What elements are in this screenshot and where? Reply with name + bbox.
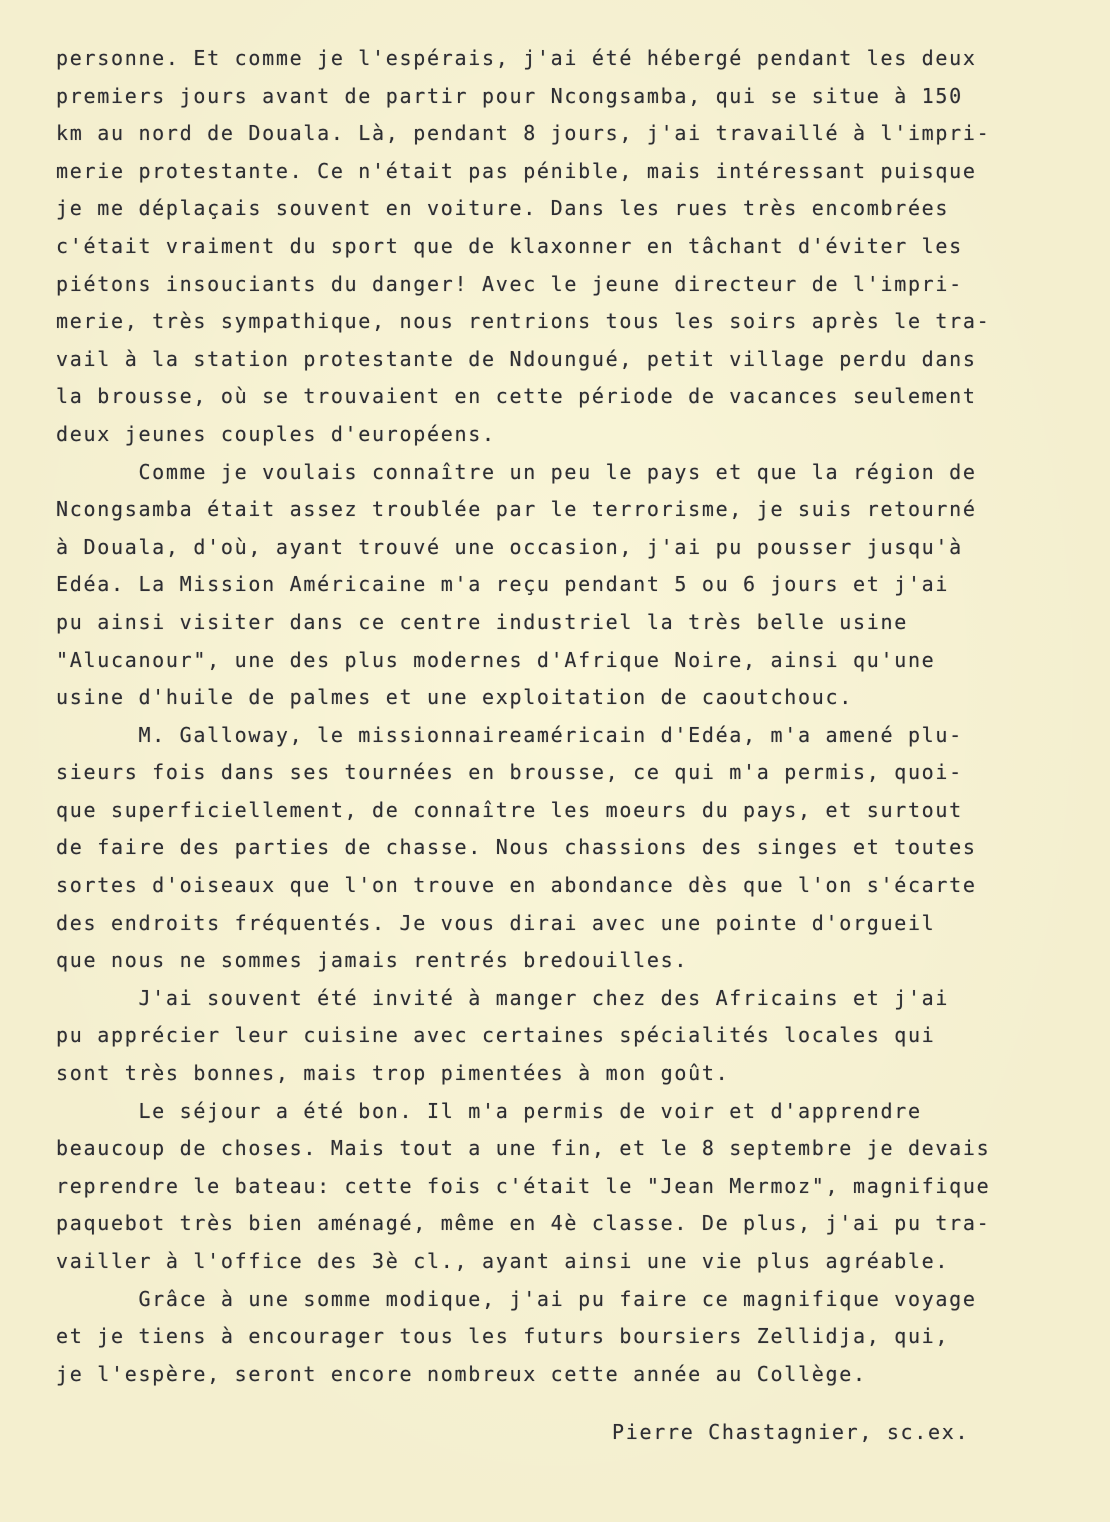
body-text — [56, 40, 1066, 1393]
text-line: la brousse, où se trouvaient en cette période de vacances seulement — [56, 384, 977, 409]
text-line: Le séjour a été bon. Il m'a permis de voir et d'apprendre — [56, 1098, 922, 1123]
text-line: km au nord de Douala. Là, pendant 8 jours, j'ai travaillé à l'impri- — [56, 121, 991, 146]
text-line: pu apprécier leur cuisine avec certaines spécialités locales qui — [56, 1023, 936, 1048]
text-line: je l'espère, seront encore nombreux cette année au Collège. — [56, 1361, 867, 1386]
text-line: c'était vraiment du sport que de klaxonner en tâchant d'éviter les — [56, 233, 963, 258]
text-line: premiers jours avant de partir pour Ncongsamba, qui se situe à 150 — [56, 83, 963, 108]
text-line: que superficiellement, de connaître les moeurs du pays, et surtout — [56, 797, 963, 822]
text-line: vailler à l'office des 3è cl., ayant ainsi une vie plus agréable. — [56, 1249, 950, 1273]
text-line: merie, très sympathique, nous rentrions tous les soirs après le tra- — [56, 309, 991, 334]
text-line: sortes d'oiseaux que l'on trouve en abondance dès que l'on s'écarte — [56, 873, 977, 898]
signature: Pierre Chastagnier, sc.ex. — [612, 1420, 970, 1444]
text-line: deux jeunes couples d'européens. — [56, 421, 496, 446]
text-line: des endroits fréquentés. Je vous dirai avec une pointe d'orgueil — [56, 910, 936, 935]
text-line: beaucoup de choses. Mais tout a une fin, et le 8 septembre je devais — [56, 1136, 991, 1161]
text-line: pu ainsi visiter dans ce centre industriel la très belle usine — [56, 609, 908, 634]
text-line: piétons insouciants du danger! Avec le jeune directeur de l'impri- — [56, 271, 963, 296]
text-line: Edéa. La Mission Américaine m'a reçu pendant 5 ou 6 jours et j'ai — [56, 572, 950, 597]
text-line: de faire des parties de chasse. Nous chassions des singes et toutes — [56, 835, 977, 860]
text-line: M. Galloway, le missionnaireaméricain d'Edéa, m'a amené plu- — [56, 722, 963, 747]
text-line: que nous ne sommes jamais rentrés bredouilles. — [56, 948, 689, 973]
text-line: et je tiens à encourager tous les futurs boursiers Zellidja, qui, — [56, 1324, 950, 1349]
text-line: usine d'huile de palmes et une exploitation de caoutchouc. — [56, 685, 853, 710]
text-line: J'ai souvent été invité à manger chez des Africains et j'ai — [56, 985, 950, 1010]
text-line: reprendre le bateau: cette fois c'était le "Jean Mermoz", magnifique — [56, 1173, 991, 1198]
text-line: sont très bonnes, mais trop pimentées à mon goût. — [56, 1061, 730, 1086]
text-line: "Alucanour", une des plus modernes d'Afrique Noire, ainsi qu'une — [56, 647, 936, 672]
text-line: je me déplaçais souvent en voiture. Dans les rues très encombrées — [56, 196, 950, 221]
text-line: à Douala, d'où, ayant trouvé une occasion, j'ai pu pousser jusqu'à — [56, 534, 963, 559]
text-line: paquebot très bien aménagé, même en 4è classe. De plus, j'ai pu tra- — [56, 1211, 991, 1236]
text-line: merie protestante. Ce n'était pas pénible, mais intéressant puisque — [56, 158, 977, 183]
text-line: Grâce à une somme modique, j'ai pu faire ce magnifique voyage — [56, 1286, 977, 1311]
text-line: personne. Et comme je l'espérais, j'ai été hébergé pendant les deux — [56, 46, 977, 70]
text-line: Comme je voulais connaître un peu le pays et que la région de — [56, 459, 977, 484]
text-line: sieurs fois dans ses tournées en brousse, ce qui m'a permis, quoi- — [56, 760, 963, 785]
text-line: vail à la station protestante de Ndoungué, petit village perdu dans — [56, 346, 977, 371]
text-line: Ncongsamba était assez troublée par le terrorisme, je suis retourné — [56, 497, 977, 522]
